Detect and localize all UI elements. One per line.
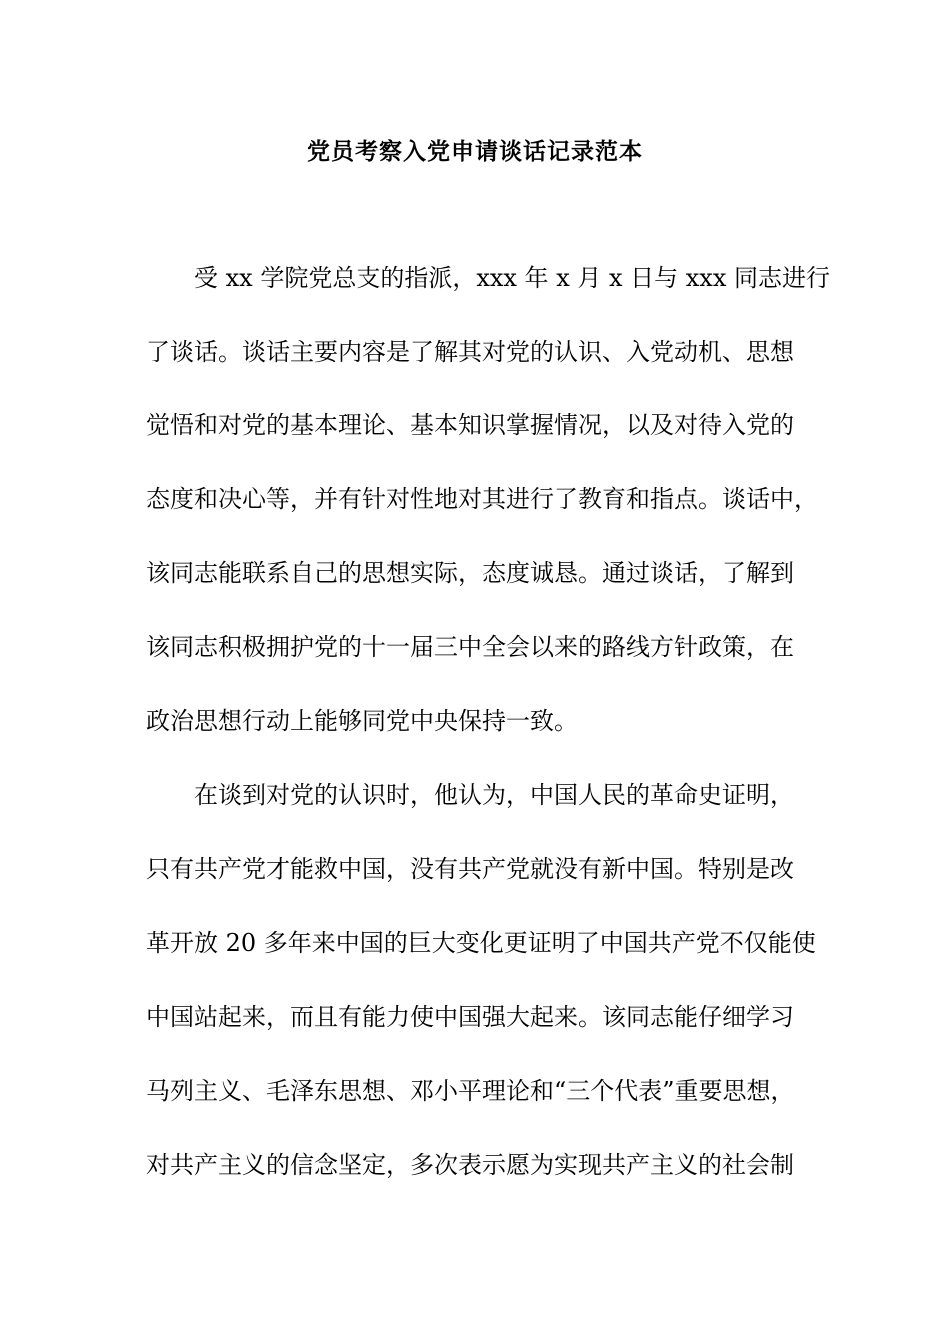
paragraph-1-line-2: 了谈话。谈话主要内容是了解其对党的认识、入党动机、思想	[146, 338, 794, 366]
paragraph-1-line-4: 态度和决心等，并有针对性地对其进行了教育和指点。谈话中，	[146, 485, 818, 513]
paragraph-2-line-2: 只有共产党才能救中国，没有共产党就没有新中国。特别是改	[146, 855, 794, 883]
paragraph-2-line-4: 中国站起来，而且有能力使中国强大起来。该同志能仔细学习	[146, 1003, 794, 1031]
paragraph-1-line-7: 政治思想行动上能够同党中央保持一致。	[146, 707, 578, 735]
paragraph-2-line-3: 革开放 20 多年来中国的巨大变化更证明了中国共产党不仅能使	[146, 929, 816, 957]
paragraph-1-line-5: 该同志能联系自己的思想实际，态度诚恳。通过谈话，了解到	[146, 559, 794, 587]
paragraph-1-line-3: 觉悟和对党的基本理论、基本知识掌握情况，以及对待入党的	[146, 411, 794, 439]
paragraph-2-line-6: 对共产主义的信念坚定，多次表示愿为实现共产主义的社会制	[146, 1151, 794, 1179]
paragraph-2-line-5: 马列主义、毛泽东思想、邓小平理论和“三个代表”重要思想，	[146, 1077, 795, 1105]
paragraph-1-line-6: 该同志积极拥护党的十一届三中全会以来的路线方针政策，在	[146, 633, 794, 661]
paragraph-1-line-1: 受 xx 学院党总支的指派，xxx 年 x 月 x 日与 xxx 同志进行	[194, 264, 831, 292]
paragraph-2-line-1: 在谈到对党的认识时，他认为，中国人民的革命史证明，	[194, 781, 794, 809]
document-title: 党员考察入党申请谈话记录范本	[307, 138, 643, 165]
